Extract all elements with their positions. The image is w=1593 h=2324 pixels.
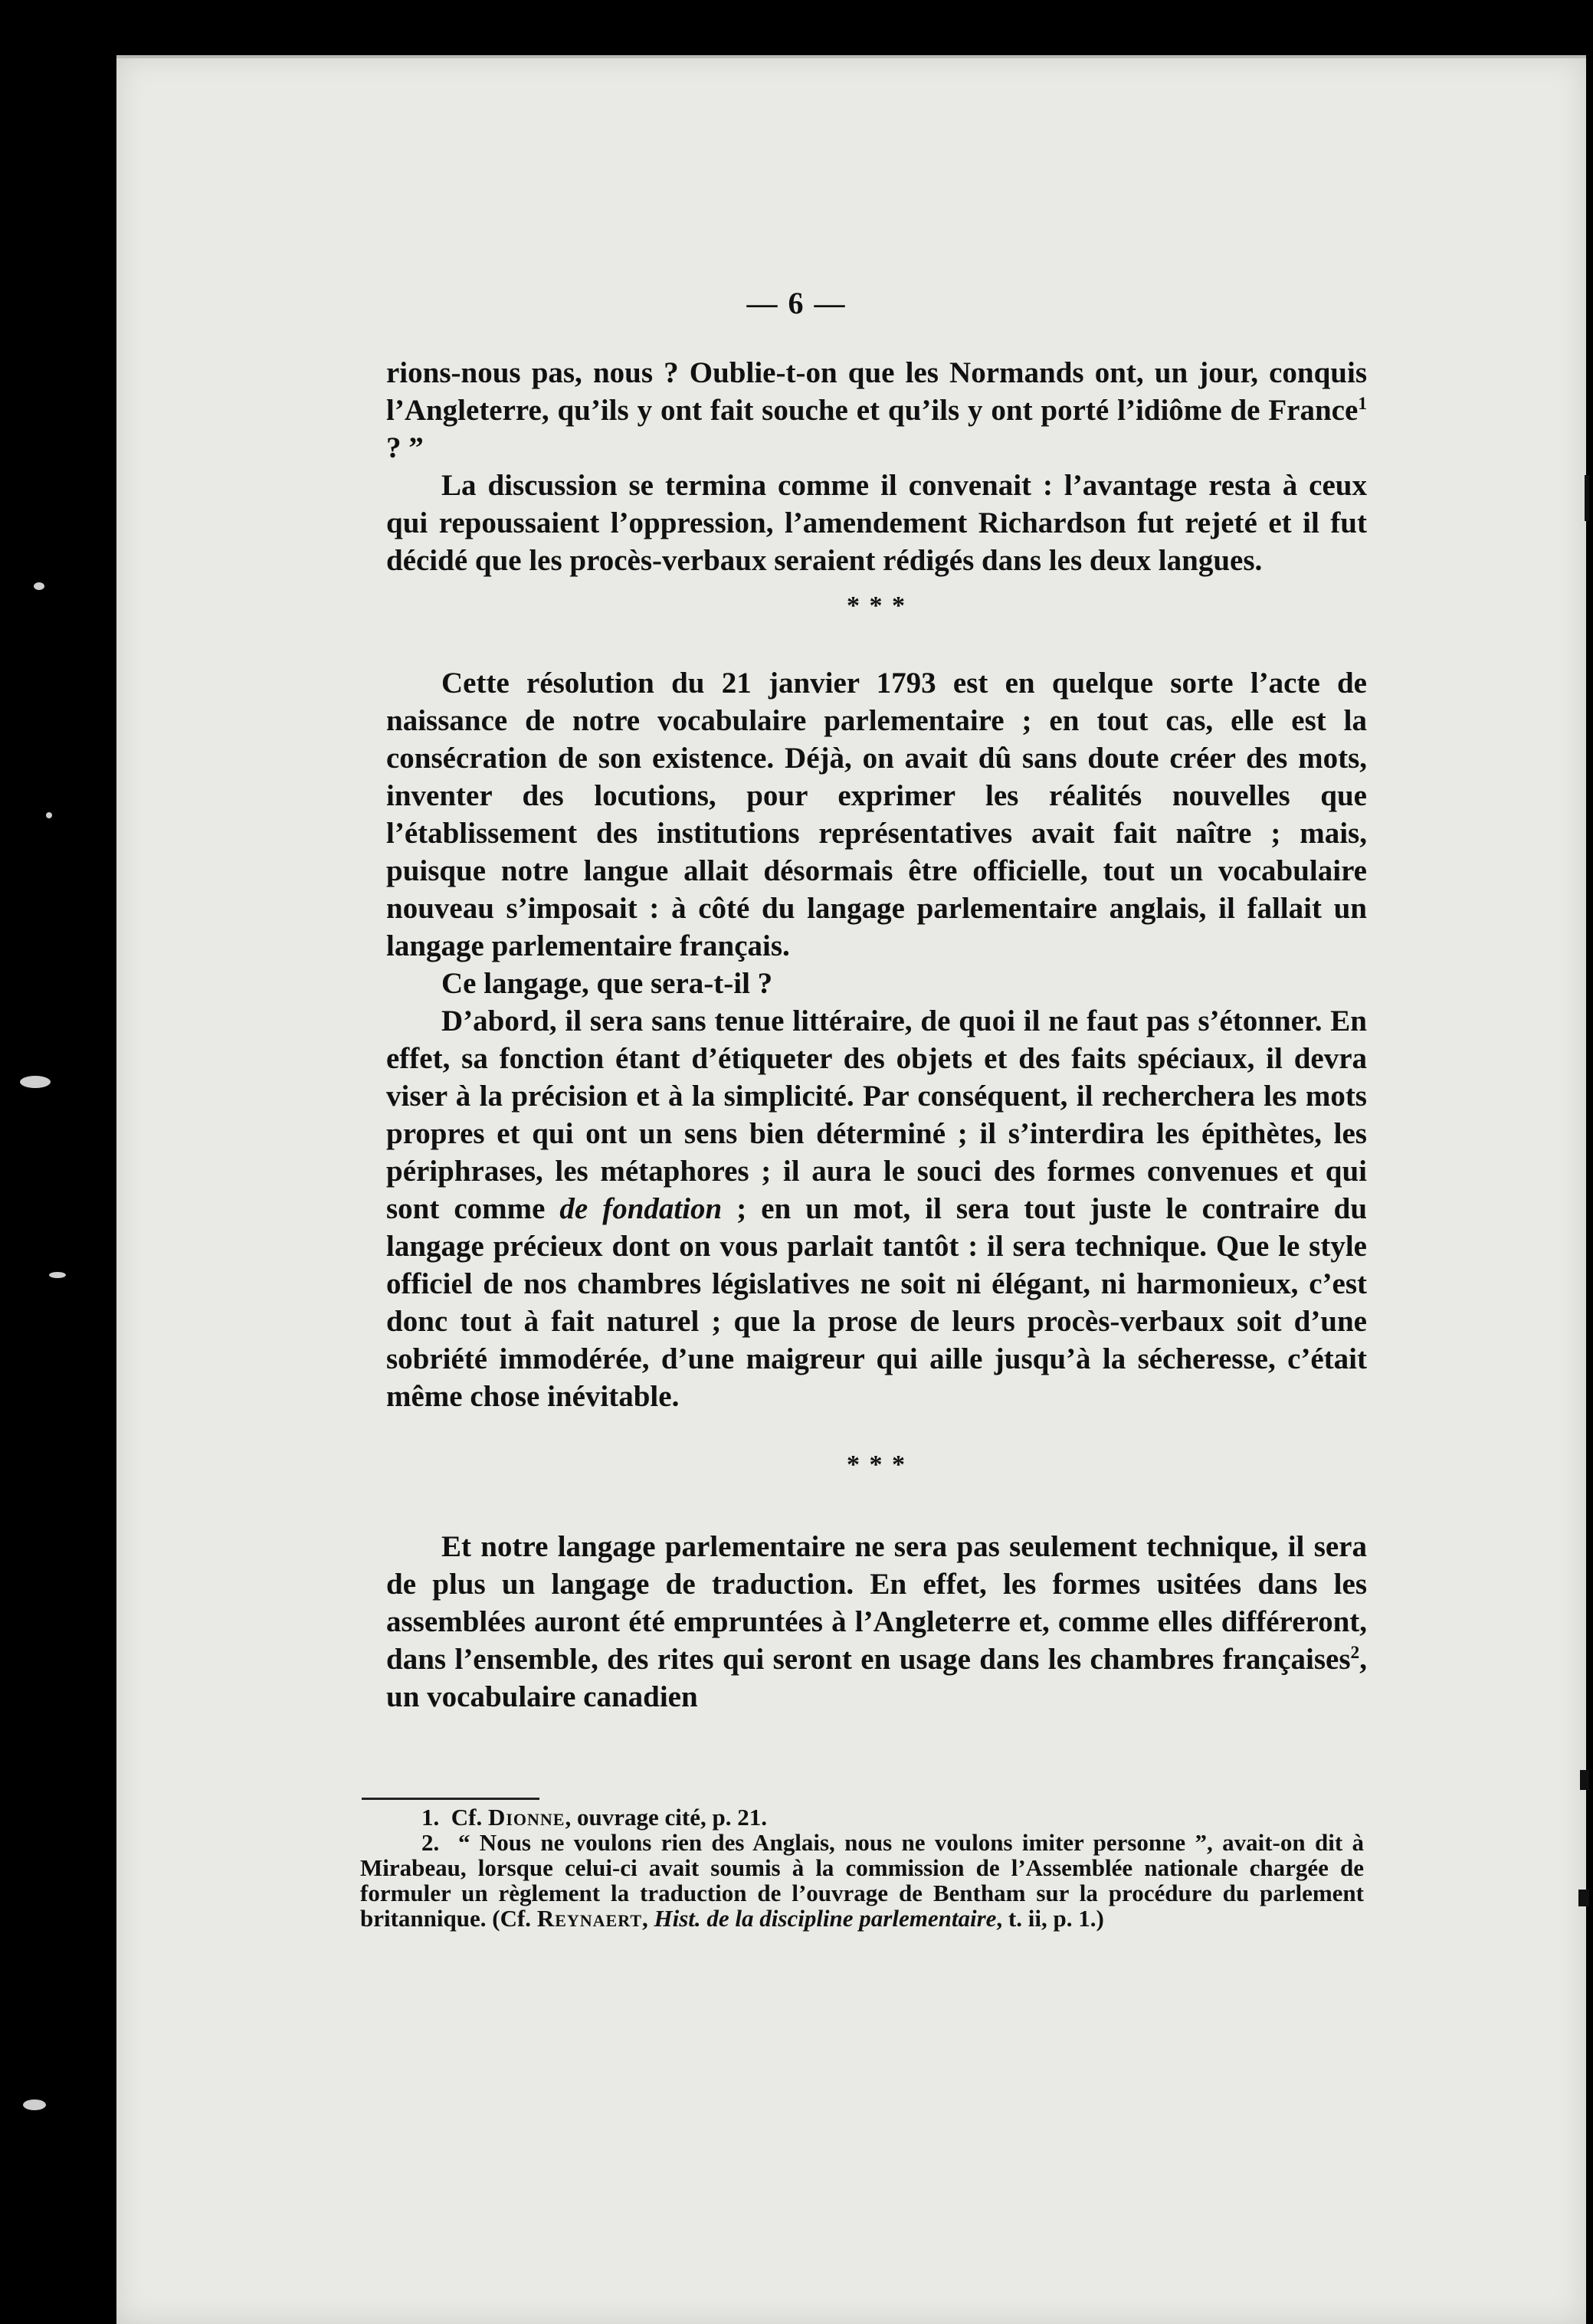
text-run: “ Nous ne voulons rien des Anglais, nous ne voulons imiter personne ”, avait-on dit à Mirabeau, lorsque celui-ci avait soumis à la commission de l’Assemblée nationale chargée de formuler un règlement la traduction de l’ouvrage de Bentham sur la procédure du parlement britannique. (Cf. [360, 1829, 1364, 1932]
footnote-1 [360, 1804, 1364, 1830]
text-run: , ouvrage cité, p. 21. [565, 1804, 767, 1831]
paragraph [386, 1002, 1367, 1415]
footnote-number: 2. [421, 1829, 440, 1856]
body-text [386, 354, 1367, 1716]
scan-mark [1580, 1770, 1589, 1790]
section-separator: * * * [847, 1450, 906, 1479]
scan-mark [1585, 475, 1589, 521]
section-separator: * * * [847, 592, 906, 620]
scan-mark [1578, 1890, 1589, 1906]
text-run: , t. ii, p. 1.) [996, 1905, 1104, 1932]
paragraph: La discussion se termina comme il convenait : l’avantage resta à ceux qui repoussaient l’oppression, l’amendement Richardson fut rejeté et il fut décidé que les procès-verbaux seraient rédigés dans les deux langues. [386, 469, 1367, 577]
footnote-2 [360, 1830, 1364, 1931]
author-name: Dionne [487, 1804, 565, 1831]
page-top-edge [116, 55, 1586, 58]
scan-speck [34, 582, 44, 590]
footnote-number: 1. [421, 1804, 440, 1831]
scan-speck [20, 1076, 51, 1088]
text-run: ; en un mot, il sera tout juste le contraire du langage précieux dont on vous parlait tantôt : il sera technique. Que le style officiel de nos chambres législatives ne soit ni élégant, ni harmonieux, c’est donc tout à fait naturel ; que la prose de leurs procès-verbaux soit d’une sobriété immodérée, d’une maigreur qui aille jusqu’à la sécheresse, c’était même chose inévitable. [386, 1192, 1368, 1413]
italic-title: Hist. de la discipline parlementaire [654, 1905, 997, 1932]
paragraph-continuation [386, 354, 1367, 467]
footnote-ref: 1 [1358, 394, 1368, 414]
scan-speck [46, 812, 52, 818]
text-run: , un vocabulaire canadien [386, 1643, 1367, 1713]
text-line: conquis l’Angleterre, qu’ils y ont fait souche et qu’ils y ont porté [386, 356, 1368, 427]
page-number: — 6 — [746, 286, 847, 320]
scan-speck [49, 1272, 66, 1278]
text-line: rions-nous pas, nous ? Oublie-t-on que les Normands ont, un jour, [386, 356, 1258, 389]
text-run: Cf. [451, 1804, 488, 1831]
text-line: ? ” [386, 431, 424, 464]
text-run: D’abord, il sera sans tenue littéraire, de quoi il ne faut pas s’étonner. En effet, sa fonction étant d’étiqueter des objets et des faits spéciaux, il devra viser à la précision et à la simplicité. Par conséquent, il recherchera les mots propres et qui ont un sens bien déterminé ; il s’interdira les épithètes, les périphrases, les métaphores ; il aura le souci des formes convenues et qui sont comme [386, 1005, 1367, 1225]
author-name: Reynaert [536, 1905, 642, 1932]
paragraph: Cette résolution du 21 janvier 1793 est en quelque sorte l’acte de naissance de notre vocabulaire parlementaire ; en tout cas, elle est la consécration de son existence. Déjà, on avait dû sans doute créer des mots, inventer des locutions, pour exprimer les réalités nouvelles que l’établissement des institutions représentatives avait fait naître ; mais, puisque notre langue allait désormais être officielle, tout un vocabulaire nouveau s’imposait : à côté du langage parlementaire anglais, il fallait un langage parlementaire français. [386, 667, 1367, 962]
paragraph [386, 1528, 1367, 1716]
paragraph: Ce langage, que sera-t-il ? [441, 967, 773, 1000]
footnotes [360, 1804, 1364, 1931]
scan-speck [23, 2099, 46, 2110]
text-run: Et notre langage parlementaire ne sera pas seulement technique, il sera de plus un langage de traduction. En effet, les formes usitées dans les assemblées auront été empruntées à l’Angleterre et, comme elles différeront, dans l’ensemble, des rites qui seront en usage dans les chambres françaises [386, 1530, 1367, 1676]
text-line: l’idiôme de France [1117, 394, 1359, 427]
text-run: , [642, 1905, 654, 1932]
footnote-rule [362, 1798, 539, 1800]
italic-phrase: de fondation [559, 1192, 723, 1225]
footnote-ref: 2 [1350, 1643, 1360, 1663]
